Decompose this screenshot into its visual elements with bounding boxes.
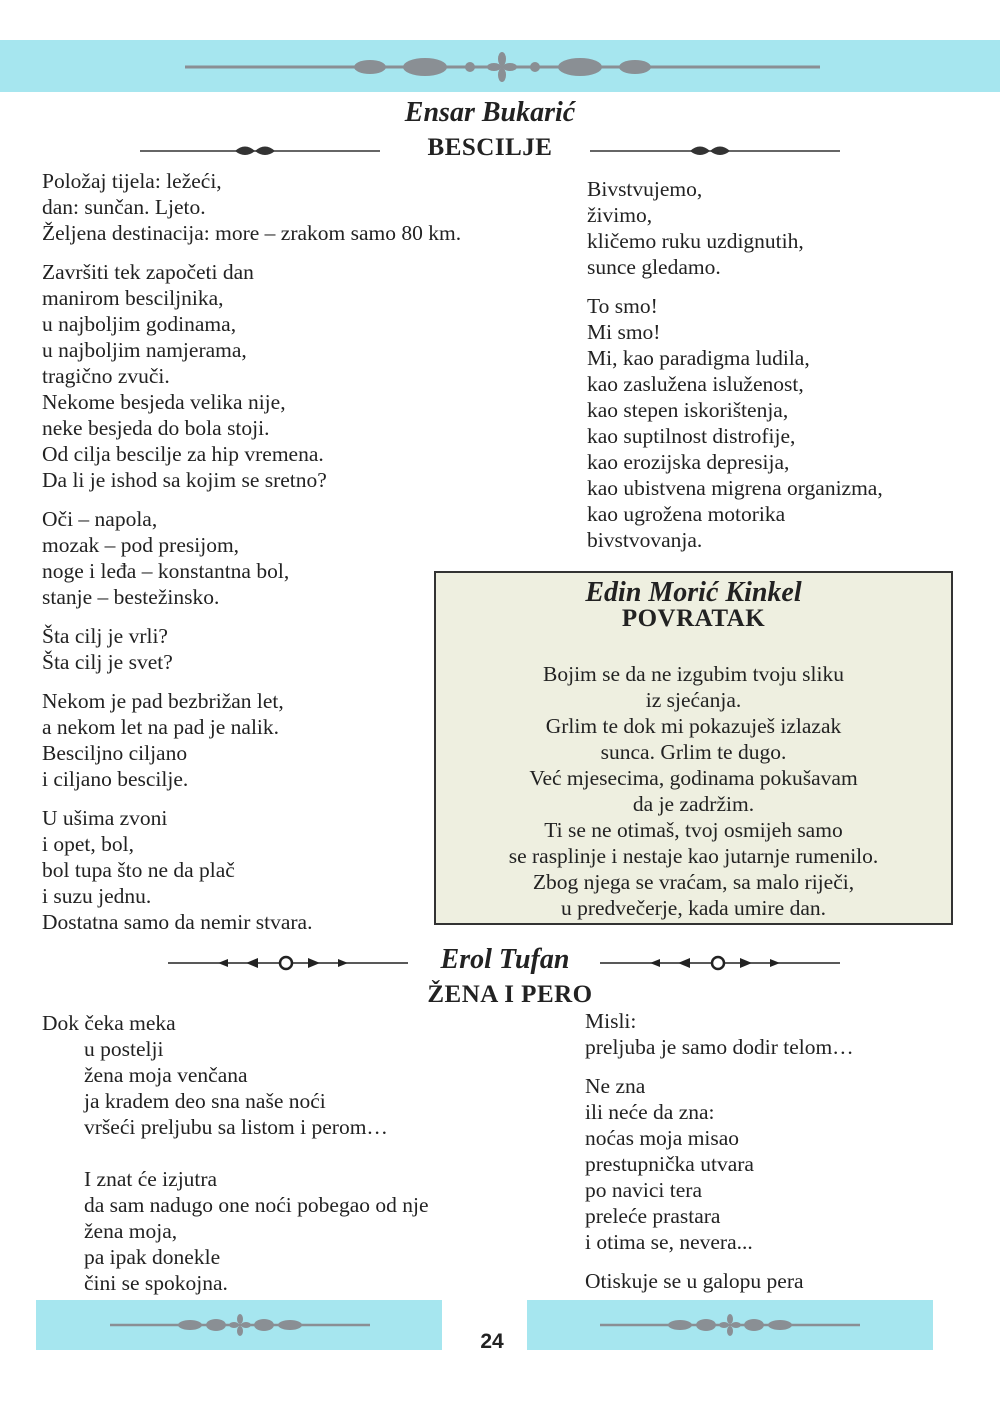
verse-line: i opet, bol, (42, 832, 134, 856)
verse-line: bivstvovanja. (587, 528, 703, 552)
verse-line: Željena destinacija: more – zrakom samo 80 km. (42, 221, 462, 245)
verse-line: Položaj tijela: ležeći, (42, 169, 222, 193)
verse-line: bol tupa što ne da plač (42, 858, 235, 882)
verse-line: Oči – napola, (42, 507, 158, 531)
footer-ornament-right-icon (600, 1313, 860, 1337)
verse-line: sunce gledamo. (587, 255, 721, 279)
verse-line: u najboljim godinama, (42, 312, 237, 336)
verse-line: Besciljno ciljano (42, 741, 188, 765)
verse-line: vršeći preljubu sa listom i perom… (84, 1115, 388, 1139)
verse-line: pa ipak donekle (84, 1245, 221, 1269)
verse-line: noćas moja misao (585, 1126, 740, 1150)
verse-line: Šta cilj je vrli? (42, 624, 168, 648)
divider-left-icon (168, 954, 408, 972)
verse-line: kao stepen iskorištenja, (587, 398, 789, 422)
verse-line: Dok čeka meka (42, 1011, 176, 1035)
stanza (42, 1166, 562, 1296)
poem3-title: ŽENA I PERO (427, 981, 593, 1008)
verse-line: neke besjeda do bola stoji. (42, 416, 270, 440)
verse-line: stanje – bestežinsko. (42, 585, 220, 609)
verse-line: se rasplinje i nestaje kao jutarnje rumenilo. (508, 844, 879, 868)
verse-line: mozak – pod presijom, (42, 533, 240, 557)
verse-line: U ušima zvoni (42, 806, 168, 830)
verse-line: u najboljim namjerama, (42, 338, 247, 362)
stanza (585, 1268, 985, 1294)
verse-line: kao ugrožena motorika (587, 502, 786, 526)
verse-line: prestupnička utvara (585, 1152, 754, 1176)
verse-line: sunca. Grlim te dugo. (600, 740, 787, 764)
verse-line: živimo, (587, 203, 653, 227)
verse-line: noge i leđa – konstantna bol, (42, 559, 290, 583)
page-number: 24 (480, 1330, 504, 1353)
verse-line: a nekom let na pad je nalik. (42, 715, 280, 739)
verse-line: Nekom je pad bezbrižan let, (42, 689, 284, 713)
poem1-title: BESCILJE (427, 134, 553, 161)
verse-line: Nekome besjeda velika nije, (42, 390, 286, 414)
verse-line: Otiskuje se u galopu pera (585, 1269, 804, 1293)
verse-line: žena moja venčana (84, 1063, 248, 1087)
verse-line: ili neće da zna: (585, 1100, 715, 1124)
verse-line: i suzu jednu. (42, 884, 152, 908)
verse-line: Grlim te dok mi pokazuješ izlazak (545, 714, 842, 738)
header-ornament-icon (185, 52, 820, 82)
poem3-left-column (42, 1010, 562, 1309)
verse-line: u predvečerje, kada umire dan. (560, 896, 827, 920)
verse-line: da sam nadugo one noći pobegao od nje (84, 1193, 429, 1217)
poem2-box (434, 571, 953, 925)
verse-line: Mi smo! (587, 320, 661, 344)
verse-line: kao zaslužena isluženost, (587, 372, 804, 396)
poem1-author: Ensar Bukarić (404, 97, 576, 128)
stanza (587, 176, 987, 280)
verse-line: Šta cilj je svet? (42, 650, 173, 674)
flourish-left-icon (140, 143, 380, 159)
verse-line: kao ubistvena migrena organizma, (587, 476, 883, 500)
verse-line: Mi, kao paradigma ludila, (587, 346, 810, 370)
verse-line: ja kradem deo sna naše noći (84, 1089, 326, 1113)
verse-line: žena moja, (84, 1219, 178, 1243)
verse-line: kao erozijska depresija, (587, 450, 790, 474)
stanza (42, 168, 562, 246)
verse-line: kao suptilnost distrofije, (587, 424, 796, 448)
divider-right-icon (600, 954, 840, 972)
verse-line: Već mjesecima, godinama pokušavam (529, 766, 858, 790)
verse-line: Dostatna samo da nemir stvara. (42, 910, 313, 934)
verse-line: Misli: (585, 1009, 637, 1033)
verse-line: dan: sunčan. Ljeto. (42, 195, 206, 219)
verse-line: Zbog njega se vraćam, sa malo riječi, (532, 870, 855, 894)
verse-line: Da li je ishod sa kojim se sretno? (42, 468, 327, 492)
poem2-text (436, 661, 951, 921)
poem1-right-column (587, 176, 987, 566)
verse-line: manirom besciljnika, (42, 286, 224, 310)
verse-line: Bojim se da ne izgubim tvoju sliku (543, 662, 844, 686)
verse-line: i otima se, nevera... (585, 1230, 753, 1254)
poem3-author: Erol Tufan (440, 944, 570, 975)
stanza (585, 1073, 985, 1255)
stanza (42, 259, 562, 493)
stanza (587, 293, 987, 553)
footer-ornament-left-icon (110, 1313, 370, 1337)
verse-line: da je zadržim. (632, 792, 755, 816)
verse-line: To smo! (587, 294, 658, 318)
verse-line: kličemo ruku uzdignutih, (587, 229, 804, 253)
stanza (42, 1010, 562, 1140)
verse-line: Završiti tek započeti dan (42, 260, 254, 284)
verse-line: Od cilja bescilje za hip vremena. (42, 442, 324, 466)
verse-line: i ciljano bescilje. (42, 767, 189, 791)
verse-line: I znat će izjutra (84, 1167, 218, 1191)
flourish-right-icon (590, 143, 840, 159)
poem2-author: Edin Morić Kinkel (585, 577, 802, 608)
verse-line: tragično zvuči. (42, 364, 170, 388)
verse-line: u postelji (84, 1037, 164, 1061)
poem2-title: POVRATAK (621, 605, 766, 632)
verse-line: Ti se ne otimaš, tvoj osmijeh samo (544, 818, 843, 842)
verse-line: preleće prastara (585, 1204, 721, 1228)
verse-line: po navici tera (585, 1178, 703, 1202)
verse-line: preljuba je samo dodir telom… (585, 1035, 854, 1059)
verse-line: Ne zna (585, 1074, 646, 1098)
poem3-right-column (585, 1008, 985, 1307)
stanza (585, 1008, 985, 1060)
verse-line: Bivstvujemo, (587, 177, 703, 201)
verse-line: iz sjećanja. (645, 688, 742, 712)
verse-line: čini se spokojna. (84, 1271, 228, 1295)
